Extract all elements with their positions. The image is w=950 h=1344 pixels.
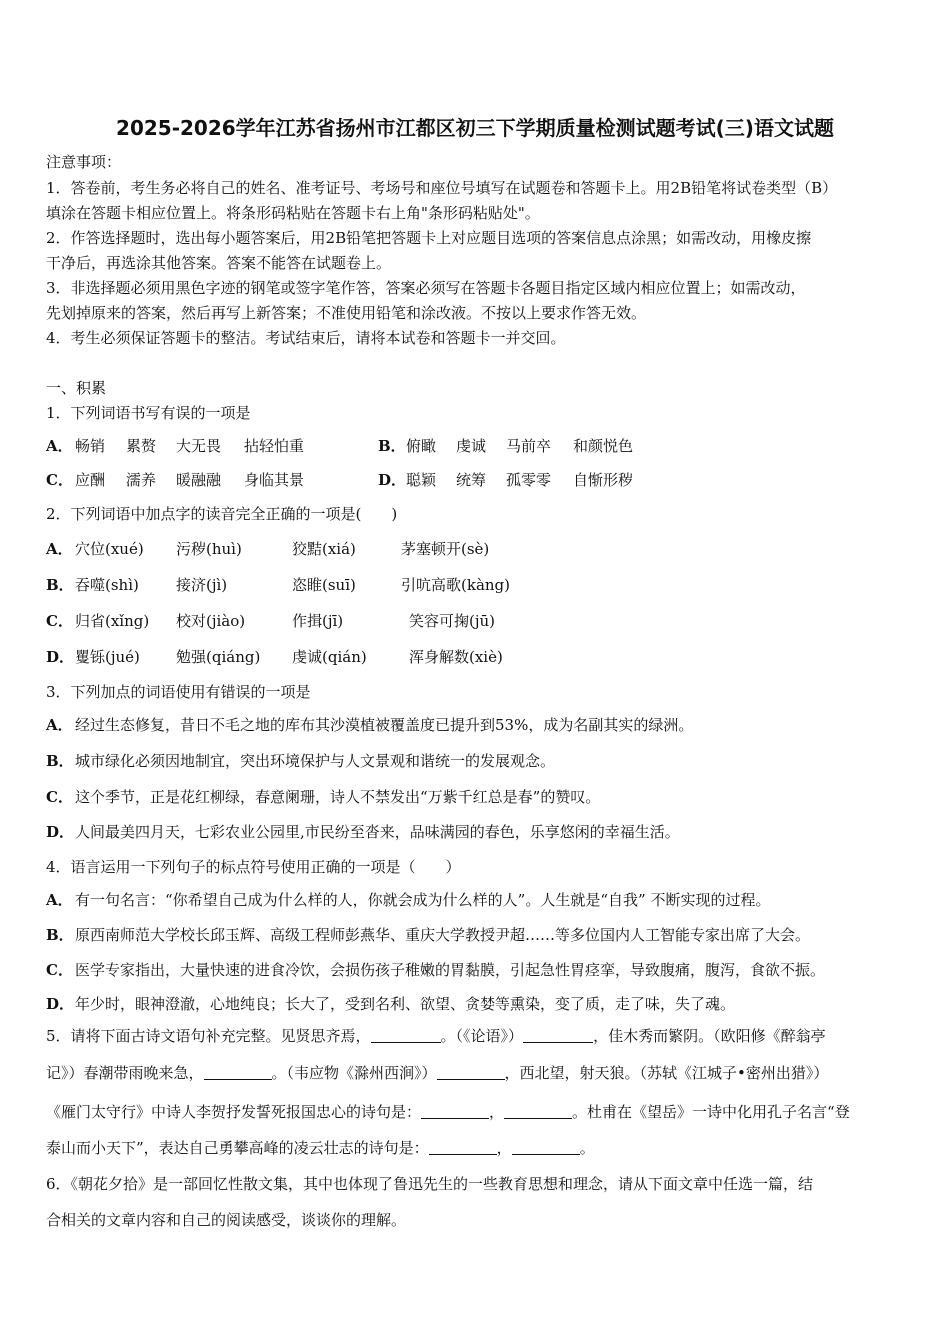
answer-blank[interactable] xyxy=(421,1104,489,1119)
question-1-stem: 1．下列词语书写有误的一项是 xyxy=(46,404,251,422)
answer-blank[interactable] xyxy=(504,1104,572,1119)
option-word: 自惭形秽 xyxy=(573,471,634,489)
q5-text: 。 xyxy=(579,1139,595,1157)
q5-text: 《雁门太守行》中诗人李贺抒发誓死报国忠心的诗句是： xyxy=(46,1103,422,1121)
q5-text: 5．请将下面古诗文语句补充完整。见贤思齐焉， xyxy=(46,1027,371,1045)
q5-text: ，佳木秀而繁阴。（欧阳修《醉翁亭 xyxy=(593,1027,826,1045)
option-word: 累赘 xyxy=(126,437,157,455)
option-word: 虔诚 xyxy=(456,437,487,455)
option-label: C． xyxy=(46,471,73,489)
section-heading: 一、积累 xyxy=(46,379,107,397)
option-word: 作揖(jī) xyxy=(292,612,344,630)
q5-text: 泰山而小天下”，表达自己勇攀高峰的凌云壮志的诗句是： xyxy=(46,1139,429,1157)
question-5-line xyxy=(46,1138,595,1158)
q5-text: ， xyxy=(489,1103,505,1121)
question-6-line: 6．《朝花夕拾》是一部回忆性散文集，其中也体现了鲁迅先生的一些教育思想和理念，请从下面文章中任选一篇，结 xyxy=(46,1175,814,1193)
option-label: C． xyxy=(46,612,73,630)
option-word: 拈轻怕重 xyxy=(244,437,305,455)
q5-text: 。杜甫在《望岳》一诗中化用孔子名言“登 xyxy=(572,1103,850,1121)
question-5-line xyxy=(46,1026,826,1046)
option-word: 虔诚(qián) xyxy=(292,648,367,666)
option-word: 暖融融 xyxy=(176,471,222,489)
option-text: 这个季节，正是花红柳绿，春意阑珊，诗人不禁发出“万紫千红总是春”的赞叹。 xyxy=(75,788,601,806)
option-word: 大无畏 xyxy=(176,437,222,455)
question-5-line xyxy=(46,1102,850,1122)
answer-blank[interactable] xyxy=(437,1065,505,1080)
option-text: 经过生态修复，昔日不毛之地的库布其沙漠植被覆盖度已提升到53%，成为名副其实的绿洲。 xyxy=(75,716,694,734)
option-word: 归省(xǐng) xyxy=(75,612,150,630)
option-text: 有一句名言：“你希望自己成为什么样的人，你就会成为什么样的人”。人生就是“自我” 不断实现的过程。 xyxy=(75,891,771,909)
option-word: 狡黠(xiá) xyxy=(292,540,356,558)
option-label: C． xyxy=(46,961,73,979)
notice-line: 1．答卷前，考生务必将自己的姓名、准考证号、考场号和座位号填写在试题卷和答题卡上。用2B铅笔将试卷类型（B） xyxy=(46,179,838,197)
option-word: 马前卒 xyxy=(506,437,552,455)
option-word: 统筹 xyxy=(456,471,487,489)
option-word: 污秽(huì) xyxy=(176,540,242,558)
option-word: 勉强(qiáng) xyxy=(176,648,261,666)
question-2-stem: 2．下列词语中加点字的读音完全正确的一项是( ) xyxy=(46,505,398,523)
q5-text: 记》）春潮带雨晚来急， xyxy=(46,1064,204,1082)
question-4-stem: 4．语言运用一下列句子的标点符号使用正确的一项是（ ） xyxy=(46,858,461,876)
notice-line: 干净后，再选涂其他答案。答案不能答在试题卷上。 xyxy=(46,254,392,272)
option-label: B． xyxy=(46,752,74,770)
option-word: 吞噬(shì) xyxy=(75,576,139,594)
notice-line: 3．非选择题必须用黑色字迹的钢笔或签字笔作答，答案必须写在答题卡各题目指定区域内相应位置上；如需改动， xyxy=(46,279,806,297)
option-label: D． xyxy=(46,648,75,666)
q5-text: ，西北望，射天狼。（苏轼《江城子•密州出猎》） xyxy=(504,1064,829,1082)
notice-line: 填涂在答题卡相应位置上。将条形码粘贴在答题卡右上角"条形码粘贴处"。 xyxy=(46,204,540,222)
notice-line: 先划掉原来的答案，然后再写上新答案；不准使用铅笔和涂改液。不按以上要求作答无效。 xyxy=(46,304,647,322)
question-6-line: 合相关的文章内容和自己的阅读感受，谈谈你的理解。 xyxy=(46,1211,407,1229)
question-3-stem: 3．下列加点的词语使用有错误的一项是 xyxy=(46,683,311,701)
option-label: B． xyxy=(46,576,74,594)
answer-blank[interactable] xyxy=(204,1065,272,1080)
answer-blank[interactable] xyxy=(523,1028,593,1043)
q5-text: 。（《论语》） xyxy=(440,1027,524,1045)
option-label: D． xyxy=(378,471,407,489)
option-word: 和颜悦色 xyxy=(573,437,634,455)
option-label: A． xyxy=(46,716,73,734)
option-label: B． xyxy=(46,926,74,944)
answer-blank[interactable] xyxy=(371,1028,441,1043)
option-word: 浑身解数(xiè) xyxy=(409,648,503,666)
option-label: A． xyxy=(46,540,73,558)
q5-text: 。（韦应物《滁州西涧》） xyxy=(271,1064,437,1082)
option-word: 畅销 xyxy=(75,437,106,455)
notice-line: 2．作答选择题时，选出每小题答案后，用2B铅笔把答题卡上对应题目选项的答案信息点涂黑；如需改动，用橡皮擦 xyxy=(46,229,812,247)
option-word: 接济(jì) xyxy=(176,576,228,594)
option-word: 矍铄(jué) xyxy=(75,648,140,666)
option-word: 聪颖 xyxy=(406,471,437,489)
option-word: 应酬 xyxy=(75,471,106,489)
option-word: 校对(jiào) xyxy=(176,612,246,630)
notice-line: 4．考生必须保证答题卡的整洁。考试结束后，请将本试卷和答题卡一并交回。 xyxy=(46,329,566,347)
option-text: 原西南师范大学校长邱玉辉、高级工程师彭燕华、重庆大学教授尹超……等多位国内人工智能专家出席了大会。 xyxy=(75,926,811,944)
option-text: 人间最美四月天，七彩农业公园里,市民纷至沓来，品味满园的春色，乐享悠闲的幸福生活。 xyxy=(75,823,680,841)
answer-blank[interactable] xyxy=(512,1140,580,1155)
question-5-line xyxy=(46,1063,828,1083)
option-label: C． xyxy=(46,788,73,806)
option-word: 恣睢(suī) xyxy=(292,576,356,594)
notice-heading: 注意事项： xyxy=(46,153,122,171)
option-text: 医学专家指出，大量快速的进食冷饮，会损伤孩子稚嫩的胃黏膜，引起急性胃痉挛，导致腹痛，腹泻，食欲不振。 xyxy=(75,961,826,979)
option-word: 孤零零 xyxy=(506,471,552,489)
q5-text: ， xyxy=(496,1139,512,1157)
option-text: 年少时，眼神澄澈，心地纯良；长大了，受到名利、欲望、贪婪等熏染，变了质，走了味，失了魂。 xyxy=(75,995,736,1013)
option-word: 引吭高歌(kàng) xyxy=(401,576,510,594)
option-label: D． xyxy=(46,823,75,841)
option-label: B． xyxy=(378,437,406,455)
option-text: 城市绿化必须因地制宜，突出环境保护与人文景观和谐统一的发展观念。 xyxy=(75,752,556,770)
answer-blank[interactable] xyxy=(429,1140,497,1155)
option-word: 身临其景 xyxy=(244,471,305,489)
option-word: 茅塞顿开(sè) xyxy=(401,540,490,558)
option-word: 俯瞰 xyxy=(406,437,437,455)
option-label: D． xyxy=(46,995,75,1013)
option-word: 穴位(xué) xyxy=(75,540,144,558)
option-label: A． xyxy=(46,437,73,455)
option-word: 濡养 xyxy=(126,471,157,489)
option-word: 笑容可掬(jū) xyxy=(409,612,496,630)
page-title: 2025-2026学年江苏省扬州市江都区初三下学期质量检测试题考试(三)语文试题 xyxy=(116,116,834,140)
option-label: A． xyxy=(46,891,73,909)
